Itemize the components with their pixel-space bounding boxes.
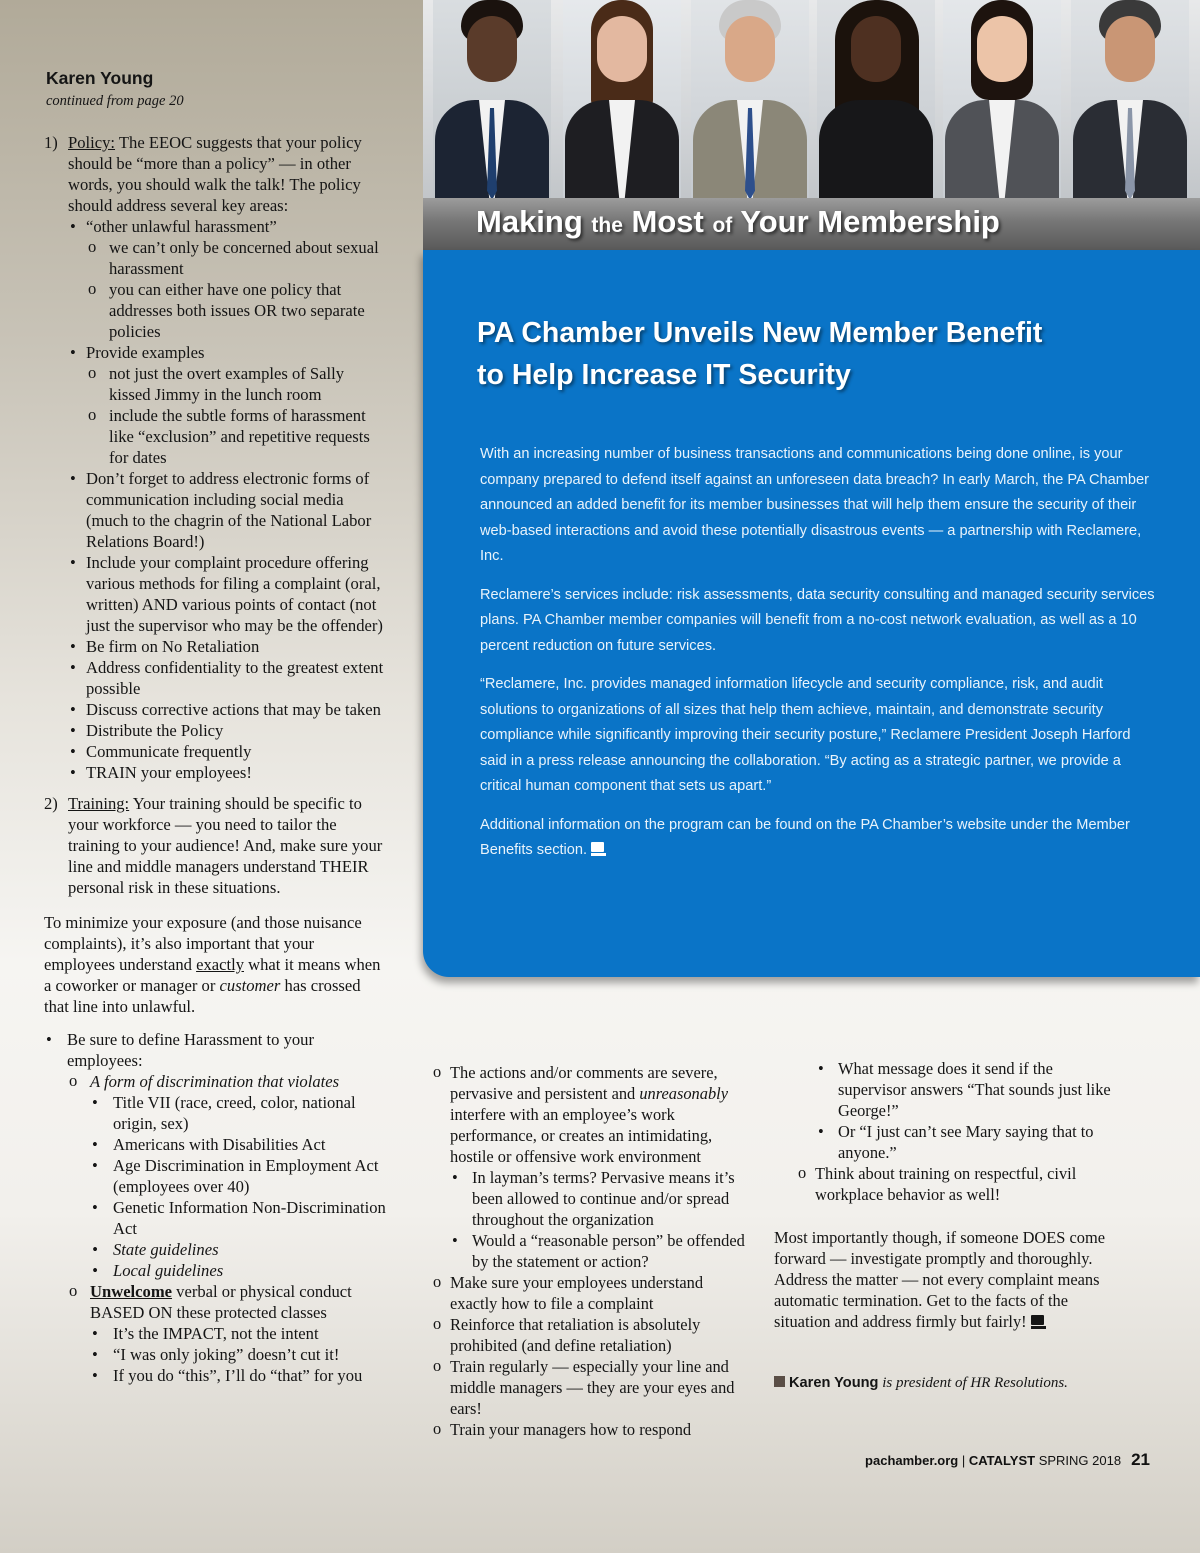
minimize-paragraph: To minimize your exposure (and those nuisance complaints), it’s also important that your employees understand exactly what it means when a coworker or manager or customer has crossed that line into unlawful. bbox=[44, 913, 381, 1016]
policy-text: The EEOC suggests that your policy should be “more than a policy” — in other words, you should walk the talk! The policy should address several key areas: bbox=[68, 133, 362, 215]
list-item: • “I was only joking” doesn’t cut it! bbox=[90, 1344, 389, 1365]
list-item: • Local guidelines bbox=[90, 1260, 389, 1281]
list-item: • What message does it send if the supervisor answers “That sounds just like George!” bbox=[816, 1058, 1119, 1121]
list-item: • Include your complaint procedure offering various methods for filing a complaint (oral, written) AND various points of contact (not just the supervisor who may be the offender) bbox=[68, 552, 389, 636]
section-title: Making the Most of Your Membership bbox=[476, 204, 1000, 239]
list-item: • Age Discrimination in Employment Act (employees over 40) bbox=[90, 1155, 389, 1197]
list-item: o Reinforce that retaliation is absolutely prohibited (and define retaliation) bbox=[431, 1314, 751, 1356]
bio-square-icon bbox=[774, 1376, 785, 1387]
list-item: • In layman’s terms? Pervasive means it’s been allowed to continue and/or spread throughout the organization bbox=[450, 1167, 751, 1230]
list-item: • TRAIN your employees! bbox=[68, 762, 389, 783]
list-item: • Americans with Disabilities Act bbox=[90, 1134, 389, 1155]
list-item: • Don’t forget to address electronic forms of communication including social media (much to the chagrin of the National Labor Relations Board!) bbox=[68, 468, 389, 552]
list-item: • Title VII (race, creed, color, national origin, sex) bbox=[90, 1092, 389, 1134]
middle-column bbox=[431, 1062, 751, 1440]
list-item: • Provide examples o not just the overt examples of Sally kissed Jimmy in the lunch room o include the subtle forms of harassment like “exclusion” and repetitive requests for dates bbox=[68, 342, 389, 468]
training-number: 2) bbox=[44, 794, 58, 813]
person-photo bbox=[943, 0, 1061, 200]
define-list bbox=[44, 1029, 389, 1386]
list-item: • Or “I just can’t see Mary saying that to anyone.” bbox=[816, 1121, 1119, 1163]
list-item: • Discuss corrective actions that may be taken bbox=[68, 699, 389, 720]
training-label: Training: bbox=[68, 794, 130, 813]
person-photo bbox=[1071, 0, 1189, 200]
numbered-list bbox=[44, 132, 389, 898]
training-item bbox=[44, 793, 389, 898]
list-item: o you can either have one policy that addresses both issues OR two separate policies bbox=[86, 279, 389, 342]
photo-banner bbox=[423, 0, 1200, 250]
list-item: • Would a “reasonable person” be offended by the statement or action? bbox=[450, 1230, 751, 1272]
policy-item bbox=[44, 132, 389, 783]
list-item: o Think about training on respectful, civil workplace behavior as well! bbox=[796, 1163, 1119, 1205]
author-bio: Karen Young is president of HR Resolutions. bbox=[774, 1373, 1119, 1394]
article-panel bbox=[423, 250, 1200, 977]
end-mark-icon bbox=[1031, 1315, 1046, 1329]
article-headline: PA Chamber Unveils New Member Benefit to Help Increase IT Security bbox=[477, 317, 1043, 391]
list-item: • Be firm on No Retaliation bbox=[68, 636, 389, 657]
list-item: o Make sure your employees understand exactly how to file a complaint bbox=[431, 1272, 751, 1314]
footer-issue: SPRING 2018 bbox=[1035, 1453, 1122, 1468]
list-item: • It’s the IMPACT, not the intent bbox=[90, 1323, 389, 1344]
person-photo bbox=[433, 0, 551, 200]
list-item: o Train regularly — especially your line and middle managers — they are your eyes and ears! bbox=[431, 1356, 751, 1419]
list-item: • State guidelines bbox=[90, 1239, 389, 1260]
right-column bbox=[774, 1058, 1119, 1394]
list-item: o Unwelcome verbal or physical conduct BASED ON these protected classes • It’s the IMPACT, not the intent • “I was only joking” doesn’t cut it! • If you do “this”, I’ll do “that” for you bbox=[67, 1281, 389, 1386]
article-body bbox=[480, 442, 1160, 877]
list-item: o not just the overt examples of Sally kissed Jimmy in the lunch room bbox=[86, 363, 389, 405]
author-name: Karen Young bbox=[46, 68, 154, 88]
person-photo bbox=[563, 0, 681, 200]
list-item: o we can’t only be concerned about sexual harassment bbox=[86, 237, 389, 279]
left-column bbox=[44, 68, 389, 1386]
list-item: • Communicate frequently bbox=[68, 741, 389, 762]
article-paragraph: With an increasing number of business transactions and communications being done online, is your company prepared to defend itself against an unforeseen data breach? In early March, the PA Chamber announced an added benefit for its member businesses that will help them ensure the security of their web-based interactions and avoid these potentially disastrous events — a partnership with Reclamere, Inc. bbox=[480, 446, 1150, 564]
policy-number: 1) bbox=[44, 133, 58, 152]
list-item: • If you do “this”, I’ll do “that” for you bbox=[90, 1365, 389, 1386]
policy-bullets bbox=[68, 216, 389, 783]
list-item: • Distribute the Policy bbox=[68, 720, 389, 741]
page-number: 21 bbox=[1131, 1450, 1150, 1469]
continued-note: continued from page 20 bbox=[46, 93, 184, 109]
footer-separator: | bbox=[958, 1453, 969, 1468]
list-item: o A form of discrimination that violates • Title VII (race, creed, color, national origin, sex) • Americans with Disabilities Act • Age Discrimination in Employment Act (employees over 40) • Genetic Information Non-Discrimination Act • State guidelines • Local guidelines bbox=[67, 1071, 389, 1281]
article-paragraph: “Reclamere, Inc. provides managed information lifecycle and security compliance, risk, and audit solutions to organizations of all sizes that help them achieve, maintain, and demonstrate security compliance while significantly improving their security posture,” Reclamere President Joseph Harford said in a press release announcing the collaboration. “By acting as a strategic partner, we provide a critical human component that sets us apart.” bbox=[480, 676, 1131, 794]
article-paragraph: Additional information on the program can be found on the PA Chamber’s website under the Member Benefits section. bbox=[480, 816, 1130, 858]
footer-magazine: CATALYST bbox=[968, 1453, 1036, 1468]
list-item: o Train your managers how to respond bbox=[431, 1419, 751, 1440]
article-paragraph: Reclamere’s services include: risk assessments, data security consulting and managed security services plans. PA Chamber member companies will benefit from a no-cost network evaluation, as well as a 10 percent reduction on future services. bbox=[480, 586, 1155, 654]
policy-label: Policy: bbox=[68, 133, 116, 152]
list-item: • “other unlawful harassment” o we can’t only be concerned about sexual harassment o you can either have one policy that addresses both issues OR two separate policies bbox=[68, 216, 389, 342]
list-item: • Address confidentiality to the greatest extent possible bbox=[68, 657, 389, 699]
list-item: • Be sure to define Harassment to your employees: o A form of discrimination that violates • Title VII (race, creed, color, national origin, sex) • Americans with Disabilities Act • Age Discrimination in Employment Act (employees over 40) • Genetic Information Non-Discrimination Act • State guidelines • Local guidelines o Unwelcome verbal or physical conduct BASED ON these protected classes • It’s the IMPACT, not the intent • “I was only joking” doesn’t cut it! • If you do “this”, I’ll do “that” for you bbox=[44, 1029, 389, 1386]
person-photo bbox=[691, 0, 809, 200]
footer-site: pachamber.org bbox=[865, 1453, 959, 1468]
list-item: • Genetic Information Non-Discrimination Act bbox=[90, 1197, 389, 1239]
list-item: o include the subtle forms of harassment like “exclusion” and repetitive requests for dates bbox=[86, 405, 389, 468]
training-text: Your training should be specific to your workforce — you need to tailor the training to your audience! And, make sure your line and middle managers understand THEIR personal risk in these situations. bbox=[68, 794, 383, 897]
page-footer bbox=[865, 1450, 1150, 1470]
end-mark-icon bbox=[591, 842, 606, 856]
person-photo bbox=[817, 0, 935, 200]
closing-paragraph: Most importantly though, if someone DOES come forward — investigate promptly and thoroughly. Address the matter — not every complaint means automatic termination. Get to the facts of the situation and address firmly but fairly! bbox=[774, 1228, 1105, 1331]
list-item: o The actions and/or comments are severe, pervasive and persistent and unreasonably interfere with an employee’s work performance, or creates an intimidating, hostile or offensive work environment • In layman’s terms? Pervasive means it’s been allowed to continue and/or spread throughout the organization • Would a “reasonable person” be offended by the statement or action? bbox=[431, 1062, 751, 1272]
